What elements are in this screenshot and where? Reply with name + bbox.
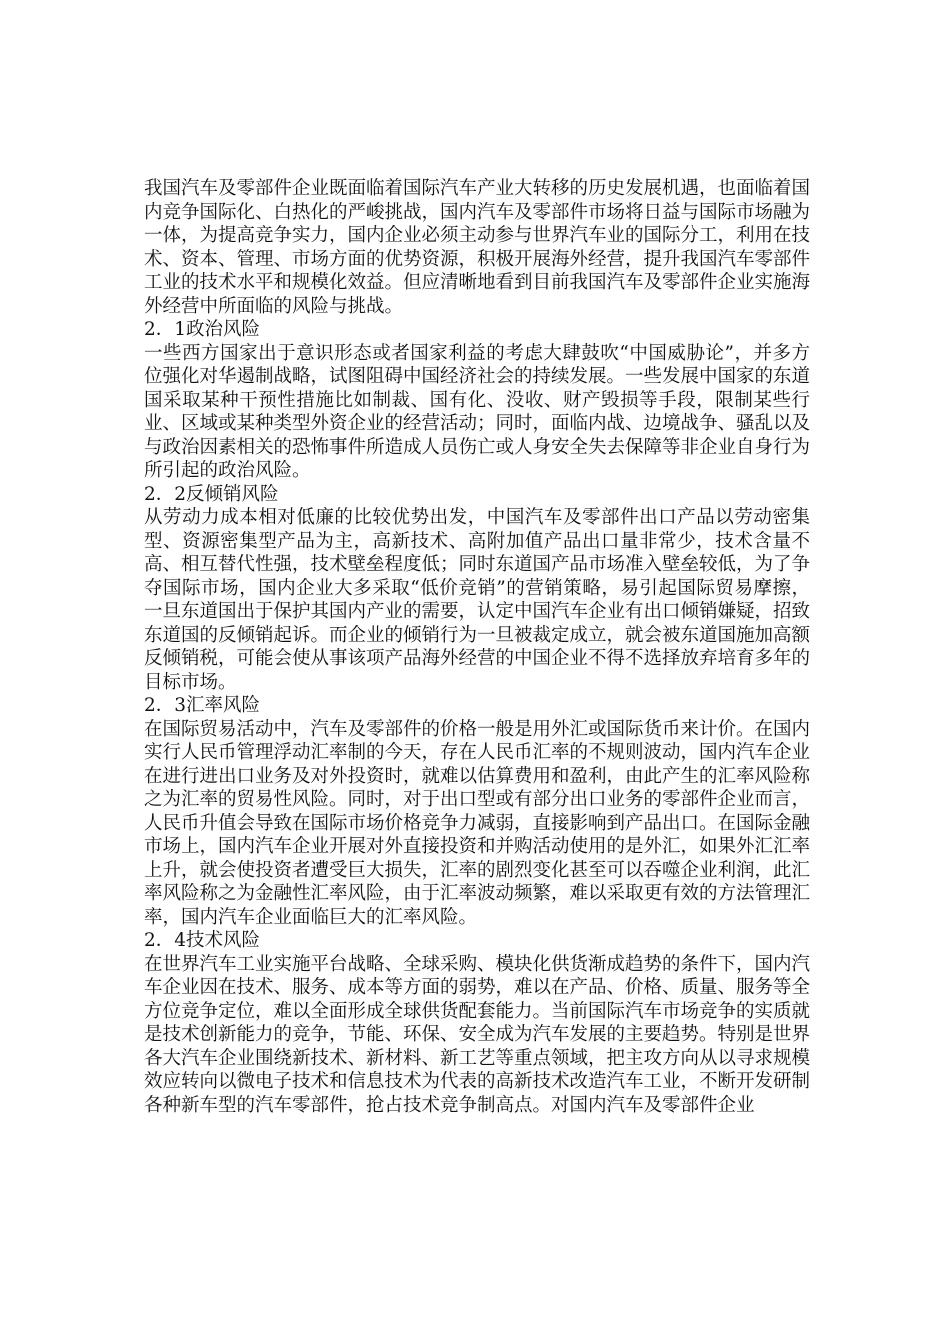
section-heading-anti-dumping-risk: 2．2反倾销风险 bbox=[144, 483, 279, 505]
section-body-political-risk: 一些西方国家出于意识形态或者国家利益的考虑大肆鼓吹“中国威胁论”，并多方位强化对华遏制战略，试图阻碍中国经济社会的持续发展。一些发展中国家的东道国采取某种干预性措施比如制裁、国有化、没收、财产毁损等手段，限制某些行业、区域或某种类型外资企业的经营活动；同时，面临内战、边境战争、骚乱以及与政治因素相关的恐怖事件所造成人员伤亡或人身安全失去保障等非企业自身行为所引起的政治风险。 bbox=[144, 342, 811, 481]
intro-paragraph: 我国汽车及零部件企业既面临着国际汽车产业大转移的历史发展机遇，也面临着国内竞争国际化、白热化的严峻挑战，国内汽车及零部件市场将日益与国际市场融为一体，为提高竞争实力，国内企业必须主动参与世界汽车业的国际分工，利用在技术、资本、管理、市场方面的优势资源，积极开展海外经营，提升我国汽车零部件工业的技术水平和规模化效益。但应清晰地看到目前我国汽车及零部件企业实施海外经营中所面临的风险与挑战。 bbox=[144, 178, 811, 317]
section-heading-exchange-rate-risk: 2．3汇率风险 bbox=[144, 695, 261, 716]
section-heading-political-risk: 2．1政治风险 bbox=[144, 319, 261, 340]
section-body-technology-risk: 在世界汽车工业实施平台战略、全球采购、模块化供货渐成趋势的条件下，国内汽车企业因在技术、服务、成本等方面的弱势，难以在产品、价格、质量、服务等全方位竞争定位，难以全面形成全球供货配套能力。当前国际汽车市场竞争的实质就是技术创新能力的竞争，节能、环保、安全成为汽车发展的主要趋势。特别是世界各大汽车企业围绕新技术、新材料、新工艺等重点领域，把主攻方向从以寻求规模效应转向以微电子技术和信息技术为代表的高新技术改造汽车工业，不断开发研制各种新车型的汽车零部件，抢占技术竞争制高点。对国内汽车及零部件企业 bbox=[144, 953, 811, 1116]
section-heading-technology-risk: 2．4技术风险 bbox=[144, 930, 261, 951]
section-body-exchange-rate-risk: 在国际贸易活动中，汽车及零部件的价格一般是用外汇或国际货币来计价。在国内实行人民币管理浮动汇率制的今天，存在人民币汇率的不规则波动，国内汽车企业在进行进出口业务及对外投资时，就难以估算费用和盈利，由此产生的汇率风险称之为汇率的贸易性风险。同时，对于出口型或有部分出口业务的零部件企业而言，人民币升值会导致在国际市场价格竞争力减弱，直接影响到产品出口。在国际金融市场上，国内汽车企业开展对外直接投资和并购活动使用的是外汇，如果外汇汇率上升，就会使投资者遭受巨大损失，汇率的剧烈变化甚至可以吞噬企业利润，此汇率风险称之为金融性汇率风险，由于汇率波动频繁，难以采取更有效的方法管理汇率，国内汽车企业面临巨大的汇率风险。 bbox=[144, 718, 811, 928]
document-page bbox=[144, 177, 810, 1117]
section-body-anti-dumping-risk: 从劳动力成本相对低廉的比较优势出发，中国汽车及零部件出口产品以劳动密集型、资源密集型产品为主，高新技术、高附加值产品出口量非常少，技术含量不高、相互替代性强，技术壁垒程度低；同时东道国产品市场准入壁垒较低，为了争夺国际市场，国内企业大多采取“低价竞销”的营销策略，易引起国际贸易摩擦，一旦东道国出于保护其国内产业的需要，认定中国汽车企业有出口倾销嫌疑，招致东道国的反倾销起诉。而企业的倾销行为一旦被裁定成立，就会被东道国施加高额反倾销税，可能会使从事该项产品海外经营的中国企业不得不选择放弃培育多年的目标市场。 bbox=[144, 507, 811, 693]
